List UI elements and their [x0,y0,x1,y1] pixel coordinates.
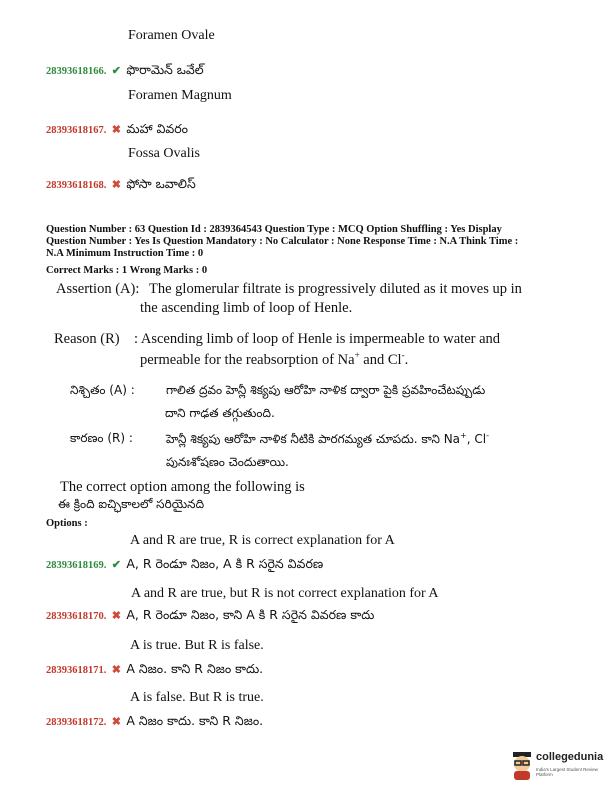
cross-icon: ✖ [111,124,121,136]
option-text-te: ఫోసా ఒవాలిస్ [126,176,196,191]
option-id: 28393618171. [46,665,107,676]
option-text-te: మహా వివరం [126,121,189,136]
option-text-te: A నిజం కాదు. కాని R నిజం. [126,713,264,728]
option-id: 28393618166. [46,66,107,77]
option-row [46,61,204,81]
check-icon: ✔ [111,65,121,77]
option-row [46,120,188,140]
option-text-en: A is false. But R is true. [130,690,264,705]
brand-tagline: India's Largest Student Review Platform [536,767,598,777]
brand-name: collegedunia [536,751,604,763]
te-assertion-label: నిశ్చితం (A) : [70,383,135,397]
option-text-te: A నిజం. కాని R నిజం కాదు. [126,661,264,676]
option-id: 28393618167. [46,125,107,136]
marks-info: Correct Marks : 1 Wrong Marks : 0 [46,265,208,276]
te-reason-text: పునఃశోషణం చెందుతాయి. [166,455,289,469]
assertion-text: the ascending limb of loop of Henle. [140,300,353,316]
option-id: 28393618170. [46,611,107,622]
reason-label: Reason (R) [54,331,120,347]
assertion-text: The glomerular filtrate is progressively diluted as it moves up in [149,281,522,297]
option-text-en: A and R are true, R is correct explanation for A [130,533,395,548]
option-row [46,712,263,732]
te-assertion-text: గాలిత ద్రవం హెన్లీ శిక్యపు ఆరోహి నాళిక ద్వారా పైకి ప్రవహించేటప్పుడు [166,383,486,397]
option-text-en: Foramen Magnum [128,88,232,103]
check-icon: ✔ [111,559,121,571]
option-id: 28393618169. [46,560,107,571]
question-meta: Question Number : 63 Question Id : 2839364543 Question Type : MCQ Option Shuffling : Yes Display Question Number : Yes Is Question Mandatory : No Calculator : None Response Time : N.A Think Time : N.A Minimum Instruction Time : 0 [46,224,519,259]
te-reason-label: కారణం (R) : [70,431,133,445]
cross-icon: ✖ [111,179,121,191]
te-reason-text: హెన్లీ శిక్యపు ఆరోహి నాళిక నీటికి పారగమ్యత చూపదు. కాని Na+, Cl- [166,431,489,446]
option-id: 28393618168. [46,180,107,191]
assertion-label: Assertion (A): [56,281,140,297]
option-row [46,555,323,575]
collegedunia-logo [508,748,608,784]
reason-text: : Ascending limb of loop of Henle is impermeable to water and [134,331,501,347]
cross-icon: ✖ [111,610,121,622]
option-row [46,606,374,626]
option-row [46,660,263,680]
cross-icon: ✖ [111,664,121,676]
option-id: 28393618172. [46,717,107,728]
te-assertion-text: దాని గాఢత తగ్గుతుంది. [165,406,275,420]
question-prompt-te: ఈ క్రింది ఐచ్ఛికాలలో సరియైనది [58,497,205,511]
options-label: Options : [46,518,88,529]
option-text-en: A and R are true, but R is not correct explanation for A [131,586,439,601]
option-text-te: A, R రెండూ నిజం, కాని A కి R సరైన వివరణ కాదు [126,607,375,622]
question-prompt: The correct option among the following is [60,479,305,495]
cross-icon: ✖ [111,716,121,728]
option-text-en: Foramen Ovale [128,28,215,43]
option-text-te: A, R రెండూ నిజం, A కి R సరైన వివరణ [126,556,324,571]
option-row [46,175,196,195]
mascot-icon [508,750,536,780]
option-text-en: A is true. But R is false. [130,638,264,653]
option-text-te: ఫొరామెన్ ఒవేల్ [126,62,204,77]
option-text-en: Fossa Ovalis [128,146,200,161]
reason-text: permeable for the reabsorption of Na+ and Cl-. [140,350,409,368]
